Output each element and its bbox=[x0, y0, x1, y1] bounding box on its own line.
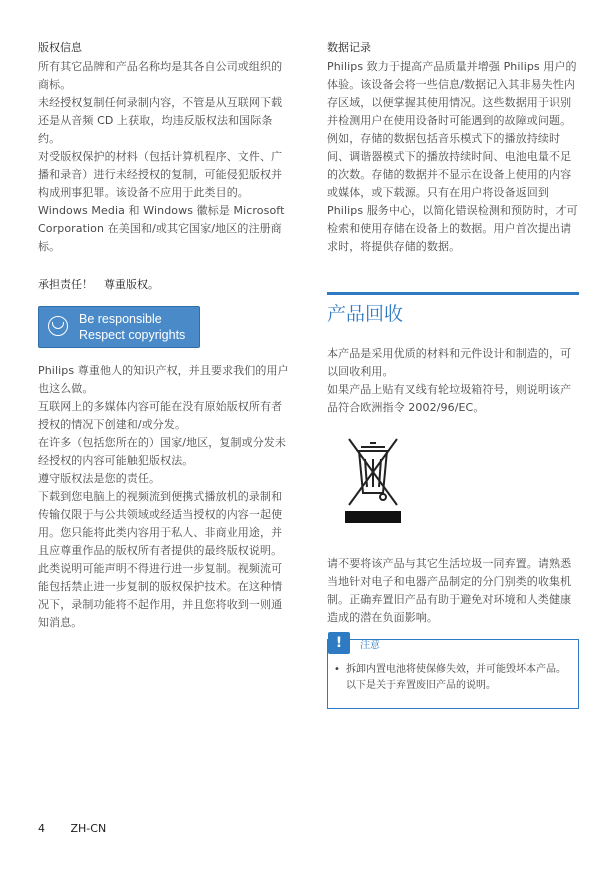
note-label: 注意 bbox=[360, 640, 380, 651]
philips-paragraph-1: Philips 尊重他人的知识产权，并且要求我们的用户也这么做。 bbox=[38, 364, 289, 395]
copyright-paragraph-1: 所有其它品牌和产品名称均是其各自公司或组织的商标。 bbox=[38, 60, 283, 91]
smile-circle-icon bbox=[48, 316, 68, 336]
recycling-title: 产品回收 bbox=[327, 303, 404, 325]
copyright-paragraph-3: 对受版权保护的材料（包括计算机程序、文件、广播和录音）进行未经授权的复制，可能侵犯版权并构成刑事犯罪。该设备不应用于此类目的。 bbox=[38, 150, 283, 199]
page-footer bbox=[38, 822, 106, 835]
badge-line-1: Be responsible bbox=[79, 312, 162, 326]
left-column bbox=[38, 38, 290, 632]
exclamation-icon: ! bbox=[328, 632, 350, 654]
section-divider bbox=[327, 292, 579, 295]
philips-paragraph-5: 下载到您电脑上的视频流到便携式播放机的录制和传输仅限于与公共领域或经适当授权的内容一起使用。您只能将此类内容用于私人、非商业用途，并且应尊重作品的版权所有者提供的最终版权说明。此类说明可能声明不得进行进一步复制。视频流可能包括禁止进一步复制的版权保护技术。在这种情况下，录制功能将不起作用，并且您将收到一则通知消息。 bbox=[38, 490, 283, 629]
copyright-heading: 版权信息 bbox=[38, 41, 82, 54]
page-number: 4 bbox=[38, 822, 45, 835]
right-column bbox=[327, 38, 579, 709]
badge-text bbox=[79, 311, 185, 343]
copyright-paragraph-4: Windows Media 和 Windows 徽标是 Microsoft Corporation 在美国和/或其它国家/地区的注册商标。 bbox=[38, 204, 285, 253]
philips-paragraph-3: 在许多（包括您所在的）国家/地区，复制或分发未经授权的内容可能触犯版权法。 bbox=[38, 436, 287, 467]
responsibility-heading: 承担责任！ 尊重版权。 bbox=[38, 278, 159, 291]
recycling-paragraph-1: 本产品是采用优质的材料和元件设计和制造的，可以回收利用。 bbox=[327, 347, 572, 378]
disposal-paragraph: 请不要将该产品与其它生活垃圾一同弃置。请熟悉当地针对电子和电器产品制定的分门别类的收集机制。正确弃置旧产品有助于避免对环境和人类健康造成的潜在负面影响。 bbox=[327, 557, 572, 624]
data-logging-heading: 数据记录 bbox=[327, 41, 371, 54]
copyright-paragraph-2: 未经授权复制任何录制内容，不管是从互联网下载还是从音频 CD 上获取，均违反版权法和国际条约。 bbox=[38, 96, 283, 145]
note-header bbox=[328, 635, 578, 656]
philips-paragraph-2: 互联网上的多媒体内容可能在没有原始版权所有者授权的情况下创建和/或分发。 bbox=[38, 400, 283, 431]
data-logging-paragraph: Philips 致力于提高产品质量并增强 Philips 用户的体验。该设备会将一些信息/数据记入其非易失性内存区域，以便掌握其使用情况。这些数据用于识别并检测用户在使用设备时可能遇到的故障或问题。例如，存储的数据包括音乐模式下的播放持续时间、调谐器模式下的播放持续时间、电池电量不足的次数。存储的数据并不显示在设备上使用的内容或媒体，或下载源。只有在用户将设备返回到 Philips 服务中心，以简化错误检测和预防时，才可检索和使用存储在设备上的数据。用户首次提出请求时，将提供存储的数据。 bbox=[327, 60, 578, 253]
language-code: ZH-CN bbox=[70, 822, 107, 835]
note-item: • 拆卸内置电池将使保修失效，并可能毁坏本产品。以下是关于弃置废旧产品的说明。 bbox=[334, 662, 570, 694]
respect-copyrights-badge bbox=[38, 306, 200, 348]
caution-note bbox=[327, 635, 579, 709]
note-body bbox=[334, 662, 570, 694]
badge-line-2: Respect copyrights bbox=[79, 328, 186, 342]
crossed-out-wheelie-bin-icon bbox=[343, 433, 403, 525]
recycling-paragraph-2: 如果产品上贴有叉线有轮垃圾箱符号，则说明该产品符合欧洲指令 2002/96/EC。 bbox=[327, 383, 572, 414]
philips-paragraph-4: 遵守版权法是您的责任。 bbox=[38, 472, 161, 485]
